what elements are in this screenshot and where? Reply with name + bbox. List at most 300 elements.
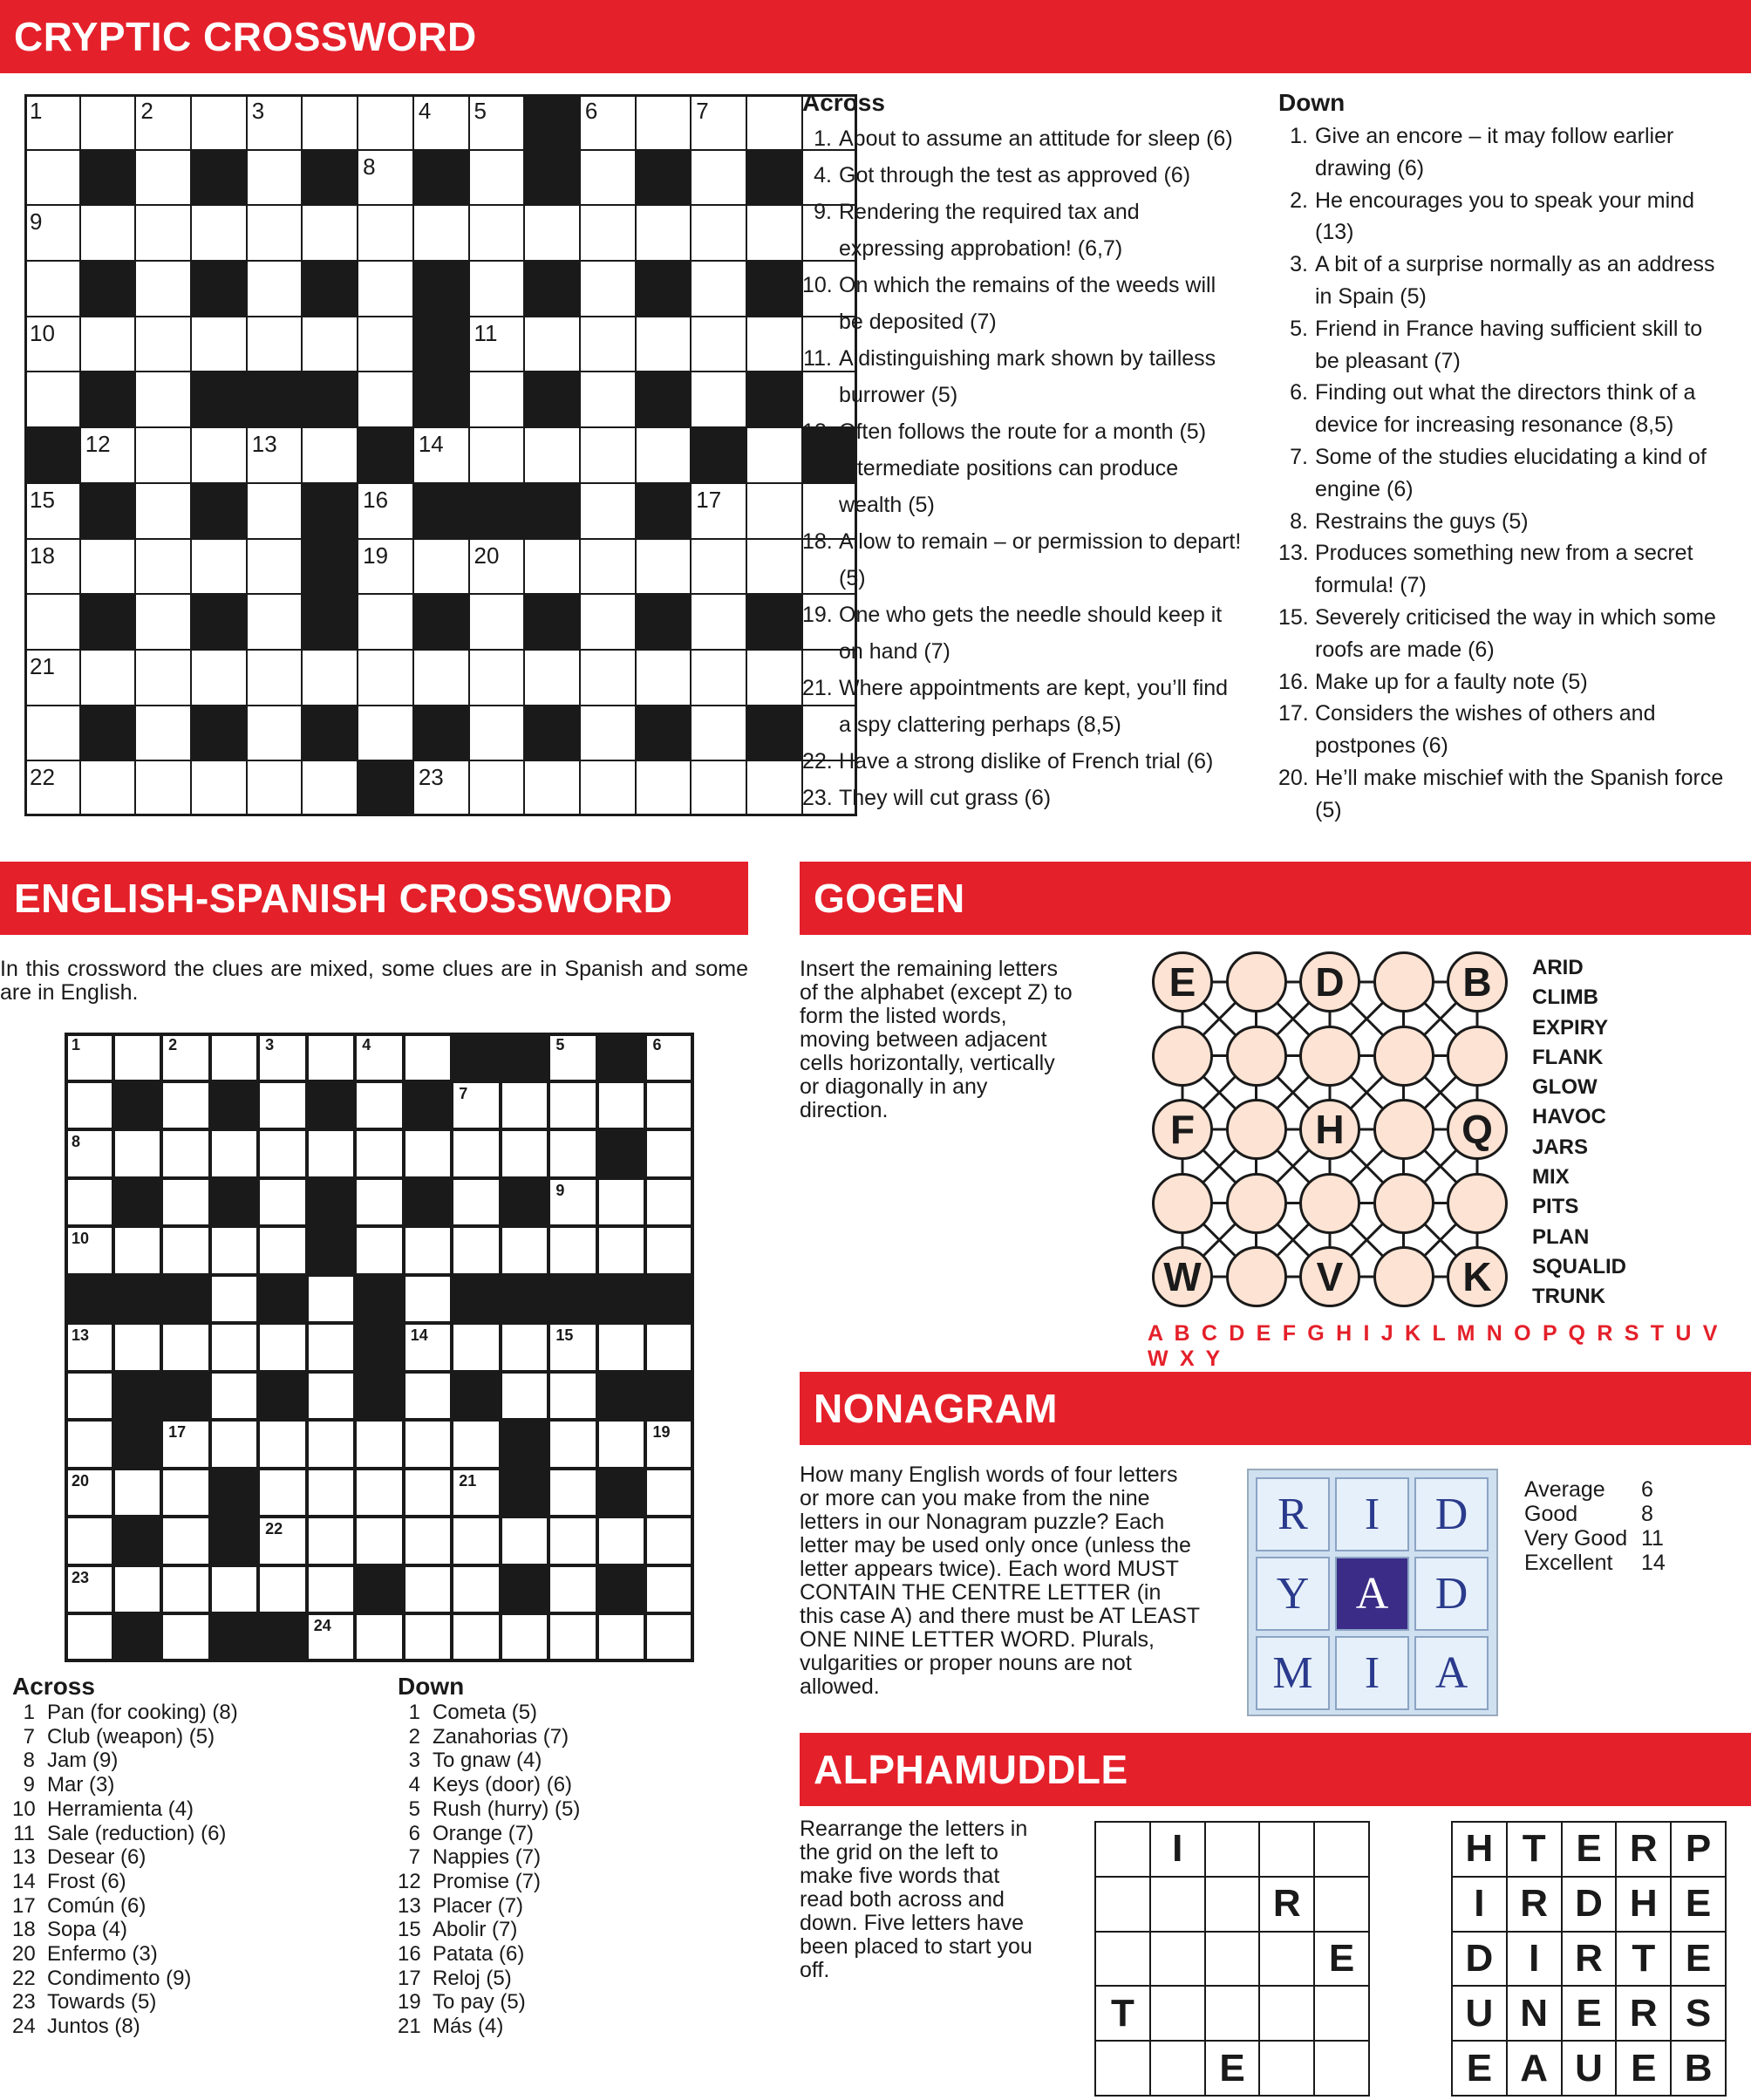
white-square[interactable] [307, 1565, 356, 1614]
alphamuddle-answer-cell[interactable] [1149, 1985, 1206, 2042]
alphamuddle-answer-cell[interactable] [1258, 1985, 1315, 2042]
white-square[interactable] [548, 1372, 597, 1421]
white-square[interactable] [161, 1226, 210, 1275]
white-square[interactable] [355, 1469, 404, 1517]
white-square[interactable] [746, 539, 802, 595]
white-square[interactable] [452, 1613, 501, 1662]
white-square[interactable] [355, 1178, 404, 1227]
white-square[interactable] [645, 1226, 694, 1275]
alphamuddle-answer-cell[interactable] [1258, 1931, 1315, 1988]
white-square[interactable] [645, 1129, 694, 1178]
white-square[interactable] [307, 1469, 356, 1517]
white-square[interactable] [636, 539, 692, 595]
white-square[interactable] [161, 1081, 210, 1130]
white-square[interactable] [135, 150, 191, 206]
white-square[interactable] [469, 760, 525, 816]
alphamuddle-answer-cell[interactable] [1204, 1931, 1261, 1988]
white-square[interactable] [413, 205, 469, 261]
white-square[interactable] [548, 1613, 597, 1662]
white-square[interactable] [355, 1613, 404, 1662]
white-square[interactable] [691, 150, 746, 206]
white-square[interactable] [636, 650, 692, 706]
gogen-cell[interactable] [1226, 951, 1287, 1012]
white-square[interactable] [24, 261, 80, 317]
white-square[interactable] [548, 1469, 597, 1517]
white-square[interactable] [404, 1033, 453, 1081]
white-square[interactable] [307, 1323, 356, 1372]
white-square[interactable] [258, 1517, 307, 1565]
alphamuddle-answer-cell[interactable]: R [1258, 1876, 1315, 1933]
white-square[interactable] [358, 483, 413, 539]
white-square[interactable] [24, 706, 80, 761]
white-square[interactable] [65, 1517, 113, 1565]
gogen-cell[interactable] [1226, 1246, 1287, 1307]
white-square[interactable] [24, 539, 80, 595]
white-square[interactable] [413, 427, 469, 483]
white-square[interactable] [452, 1178, 501, 1227]
white-square[interactable] [247, 261, 303, 317]
white-square[interactable] [746, 205, 802, 261]
white-square[interactable] [247, 94, 303, 150]
white-square[interactable] [247, 706, 303, 761]
white-square[interactable] [597, 1226, 646, 1275]
white-square[interactable] [645, 1517, 694, 1565]
white-square[interactable] [691, 483, 746, 539]
white-square[interactable] [580, 94, 636, 150]
white-square[interactable] [580, 427, 636, 483]
white-square[interactable] [80, 650, 136, 706]
white-square[interactable] [302, 760, 358, 816]
alphamuddle-answer-cell[interactable] [1258, 1821, 1315, 1878]
alphamuddle-answer-cell[interactable] [1094, 1821, 1151, 1878]
white-square[interactable] [524, 539, 580, 595]
white-square[interactable] [469, 205, 525, 261]
white-square[interactable] [413, 760, 469, 816]
white-square[interactable] [65, 1323, 113, 1372]
white-square[interactable] [597, 1420, 646, 1469]
white-square[interactable] [80, 539, 136, 595]
gogen-cell[interactable] [1447, 1026, 1508, 1087]
white-square[interactable] [210, 1323, 259, 1372]
white-square[interactable] [302, 205, 358, 261]
white-square[interactable] [307, 1420, 356, 1469]
white-square[interactable] [113, 1226, 162, 1275]
white-square[interactable] [746, 94, 802, 150]
white-square[interactable] [65, 1081, 113, 1130]
white-square[interactable] [469, 372, 525, 427]
white-square[interactable] [135, 706, 191, 761]
gogen-cell[interactable] [1152, 1173, 1213, 1234]
white-square[interactable] [469, 150, 525, 206]
white-square[interactable] [452, 1129, 501, 1178]
white-square[interactable] [355, 1081, 404, 1130]
white-square[interactable] [358, 205, 413, 261]
white-square[interactable] [404, 1613, 453, 1662]
white-square[interactable] [24, 372, 80, 427]
white-square[interactable] [645, 1420, 694, 1469]
white-square[interactable] [80, 205, 136, 261]
white-square[interactable] [452, 1420, 501, 1469]
white-square[interactable] [404, 1565, 453, 1614]
white-square[interactable] [135, 205, 191, 261]
white-square[interactable] [580, 372, 636, 427]
white-square[interactable] [580, 483, 636, 539]
white-square[interactable] [258, 1323, 307, 1372]
white-square[interactable] [113, 1129, 162, 1178]
white-square[interactable] [691, 261, 746, 317]
gogen-cell[interactable]: K [1447, 1246, 1508, 1307]
gogen-cell[interactable]: Q [1447, 1099, 1508, 1160]
white-square[interactable] [548, 1517, 597, 1565]
gogen-cell[interactable]: E [1152, 951, 1213, 1012]
white-square[interactable] [24, 760, 80, 816]
white-square[interactable] [404, 1226, 453, 1275]
white-square[interactable] [65, 1613, 113, 1662]
gogen-cell[interactable] [1299, 1173, 1360, 1234]
white-square[interactable] [469, 594, 525, 650]
white-square[interactable] [597, 1613, 646, 1662]
white-square[interactable] [645, 1178, 694, 1227]
white-square[interactable] [65, 1420, 113, 1469]
white-square[interactable] [469, 706, 525, 761]
gogen-cell[interactable] [1447, 1173, 1508, 1234]
white-square[interactable] [307, 1275, 356, 1324]
alphamuddle-answer-cell[interactable] [1094, 2040, 1151, 2097]
white-square[interactable] [135, 317, 191, 372]
white-square[interactable] [355, 1517, 404, 1565]
white-square[interactable] [404, 1129, 453, 1178]
alphamuddle-answer-cell[interactable] [1149, 1876, 1206, 1933]
white-square[interactable] [65, 1372, 113, 1421]
white-square[interactable] [247, 650, 303, 706]
alphamuddle-answer-cell[interactable]: I [1149, 1821, 1206, 1878]
white-square[interactable] [24, 317, 80, 372]
alphamuddle-answer-cell[interactable]: E [1313, 1931, 1370, 1988]
white-square[interactable] [210, 1129, 259, 1178]
alphamuddle-answer-cell[interactable]: T [1094, 1985, 1151, 2042]
white-square[interactable] [191, 94, 247, 150]
white-square[interactable] [302, 94, 358, 150]
white-square[interactable] [645, 1469, 694, 1517]
gogen-cell[interactable] [1373, 1246, 1434, 1307]
white-square[interactable] [135, 594, 191, 650]
white-square[interactable] [113, 1033, 162, 1081]
white-square[interactable] [645, 1565, 694, 1614]
white-square[interactable] [135, 94, 191, 150]
gogen-cell[interactable]: V [1299, 1246, 1360, 1307]
white-square[interactable] [247, 594, 303, 650]
white-square[interactable] [302, 427, 358, 483]
gogen-cell[interactable] [1226, 1099, 1287, 1160]
white-square[interactable] [580, 317, 636, 372]
white-square[interactable] [258, 1178, 307, 1227]
white-square[interactable] [258, 1469, 307, 1517]
white-square[interactable] [413, 94, 469, 150]
white-square[interactable] [636, 427, 692, 483]
gogen-cell[interactable]: F [1152, 1099, 1213, 1160]
alphamuddle-answer-cell[interactable] [1094, 1876, 1151, 1933]
white-square[interactable] [247, 427, 303, 483]
white-square[interactable] [580, 205, 636, 261]
white-square[interactable] [469, 317, 525, 372]
white-square[interactable] [113, 1323, 162, 1372]
white-square[interactable] [548, 1033, 597, 1081]
white-square[interactable] [580, 760, 636, 816]
white-square[interactable] [210, 1372, 259, 1421]
white-square[interactable] [452, 1081, 501, 1130]
white-square[interactable] [358, 539, 413, 595]
white-square[interactable] [161, 1178, 210, 1227]
white-square[interactable] [24, 483, 80, 539]
alphamuddle-answer-cell[interactable] [1313, 2040, 1370, 2097]
white-square[interactable] [258, 1129, 307, 1178]
white-square[interactable] [580, 150, 636, 206]
white-square[interactable] [191, 427, 247, 483]
alphamuddle-answer-cell[interactable]: E [1204, 2040, 1261, 2097]
white-square[interactable] [161, 1129, 210, 1178]
white-square[interactable] [524, 205, 580, 261]
alphamuddle-answer-cell[interactable] [1204, 1985, 1261, 2042]
white-square[interactable] [307, 1613, 356, 1662]
white-square[interactable] [469, 650, 525, 706]
white-square[interactable] [24, 594, 80, 650]
white-square[interactable] [469, 539, 525, 595]
white-square[interactable] [597, 1323, 646, 1372]
white-square[interactable] [548, 1129, 597, 1178]
white-square[interactable] [580, 706, 636, 761]
white-square[interactable] [302, 650, 358, 706]
white-square[interactable] [210, 1033, 259, 1081]
white-square[interactable] [645, 1033, 694, 1081]
alphamuddle-answer-cell[interactable] [1094, 1931, 1151, 1988]
white-square[interactable] [691, 760, 746, 816]
white-square[interactable] [597, 1081, 646, 1130]
alphamuddle-answer-cell[interactable] [1204, 1821, 1261, 1878]
gogen-cell[interactable]: D [1299, 951, 1360, 1012]
white-square[interactable] [358, 372, 413, 427]
white-square[interactable] [691, 594, 746, 650]
white-square[interactable] [413, 650, 469, 706]
white-square[interactable] [24, 650, 80, 706]
white-square[interactable] [161, 1323, 210, 1372]
white-square[interactable] [135, 483, 191, 539]
white-square[interactable] [210, 1275, 259, 1324]
alphamuddle-answer-cell[interactable] [1149, 2040, 1206, 2097]
white-square[interactable] [161, 1033, 210, 1081]
white-square[interactable] [404, 1469, 453, 1517]
alphamuddle-answer-cell[interactable] [1258, 2040, 1315, 2097]
white-square[interactable] [210, 1420, 259, 1469]
white-square[interactable] [580, 539, 636, 595]
white-square[interactable] [746, 760, 802, 816]
white-square[interactable] [358, 706, 413, 761]
white-square[interactable] [452, 1517, 501, 1565]
white-square[interactable] [548, 1081, 597, 1130]
white-square[interactable] [691, 539, 746, 595]
white-square[interactable] [691, 650, 746, 706]
gogen-cell[interactable] [1226, 1026, 1287, 1087]
white-square[interactable] [358, 650, 413, 706]
white-square[interactable] [404, 1517, 453, 1565]
white-square[interactable] [358, 317, 413, 372]
white-square[interactable] [501, 1226, 549, 1275]
white-square[interactable] [355, 1226, 404, 1275]
white-square[interactable] [113, 1565, 162, 1614]
white-square[interactable] [307, 1372, 356, 1421]
white-square[interactable] [691, 372, 746, 427]
white-square[interactable] [210, 1565, 259, 1614]
white-square[interactable] [501, 1613, 549, 1662]
white-square[interactable] [24, 205, 80, 261]
white-square[interactable] [524, 427, 580, 483]
white-square[interactable] [247, 205, 303, 261]
white-square[interactable] [135, 539, 191, 595]
white-square[interactable] [258, 1420, 307, 1469]
white-square[interactable] [358, 594, 413, 650]
white-square[interactable] [452, 1323, 501, 1372]
white-square[interactable] [580, 650, 636, 706]
white-square[interactable] [355, 1033, 404, 1081]
gogen-cell[interactable] [1299, 1026, 1360, 1087]
alphamuddle-answer-cell[interactable] [1149, 1931, 1206, 1988]
white-square[interactable] [65, 1226, 113, 1275]
white-square[interactable] [80, 760, 136, 816]
white-square[interactable] [413, 539, 469, 595]
alphamuddle-answer-cell[interactable] [1313, 1985, 1370, 2042]
white-square[interactable] [404, 1275, 453, 1324]
gogen-cell[interactable]: H [1299, 1099, 1360, 1160]
white-square[interactable] [307, 1129, 356, 1178]
white-square[interactable] [258, 1081, 307, 1130]
white-square[interactable] [501, 1517, 549, 1565]
white-square[interactable] [580, 594, 636, 650]
white-square[interactable] [636, 94, 692, 150]
white-square[interactable] [307, 1033, 356, 1081]
white-square[interactable] [247, 760, 303, 816]
white-square[interactable] [636, 205, 692, 261]
white-square[interactable] [645, 1323, 694, 1372]
white-square[interactable] [597, 1517, 646, 1565]
white-square[interactable] [501, 1081, 549, 1130]
white-square[interactable] [65, 1178, 113, 1227]
white-square[interactable] [135, 760, 191, 816]
white-square[interactable] [469, 94, 525, 150]
white-square[interactable] [135, 261, 191, 317]
white-square[interactable] [746, 650, 802, 706]
white-square[interactable] [161, 1420, 210, 1469]
white-square[interactable] [161, 1517, 210, 1565]
white-square[interactable] [524, 317, 580, 372]
white-square[interactable] [645, 1081, 694, 1130]
white-square[interactable] [404, 1372, 453, 1421]
white-square[interactable] [746, 483, 802, 539]
white-square[interactable] [24, 150, 80, 206]
white-square[interactable] [548, 1565, 597, 1614]
white-square[interactable] [452, 1469, 501, 1517]
white-square[interactable] [258, 1565, 307, 1614]
white-square[interactable] [247, 539, 303, 595]
gogen-cell[interactable] [1226, 1173, 1287, 1234]
gogen-cell[interactable] [1373, 951, 1434, 1012]
white-square[interactable] [135, 372, 191, 427]
alphamuddle-answer-cell[interactable] [1204, 1876, 1261, 1933]
white-square[interactable] [135, 650, 191, 706]
white-square[interactable] [65, 1565, 113, 1614]
white-square[interactable] [65, 1033, 113, 1081]
white-square[interactable] [501, 1129, 549, 1178]
white-square[interactable] [191, 539, 247, 595]
white-square[interactable] [746, 427, 802, 483]
white-square[interactable] [548, 1178, 597, 1227]
white-square[interactable] [548, 1323, 597, 1372]
white-square[interactable] [191, 760, 247, 816]
white-square[interactable] [161, 1613, 210, 1662]
gogen-cell[interactable]: B [1447, 951, 1508, 1012]
white-square[interactable] [691, 317, 746, 372]
white-square[interactable] [80, 317, 136, 372]
white-square[interactable] [24, 94, 80, 150]
white-square[interactable] [452, 1226, 501, 1275]
white-square[interactable] [80, 94, 136, 150]
white-square[interactable] [358, 94, 413, 150]
white-square[interactable] [191, 317, 247, 372]
white-square[interactable] [210, 1226, 259, 1275]
white-square[interactable] [161, 1469, 210, 1517]
white-square[interactable] [691, 706, 746, 761]
white-square[interactable] [501, 1323, 549, 1372]
white-square[interactable] [161, 1565, 210, 1614]
white-square[interactable] [307, 1517, 356, 1565]
white-square[interactable] [358, 150, 413, 206]
gogen-cell[interactable] [1373, 1173, 1434, 1234]
white-square[interactable] [80, 427, 136, 483]
white-square[interactable] [355, 1129, 404, 1178]
white-square[interactable] [501, 1372, 549, 1421]
white-square[interactable] [404, 1420, 453, 1469]
white-square[interactable] [524, 650, 580, 706]
white-square[interactable] [636, 317, 692, 372]
white-square[interactable] [191, 205, 247, 261]
white-square[interactable] [452, 1565, 501, 1614]
white-square[interactable] [355, 1420, 404, 1469]
alphamuddle-answer-cell[interactable] [1313, 1876, 1370, 1933]
white-square[interactable] [548, 1420, 597, 1469]
gogen-cell[interactable] [1373, 1026, 1434, 1087]
white-square[interactable] [691, 205, 746, 261]
white-square[interactable] [636, 760, 692, 816]
white-square[interactable] [135, 427, 191, 483]
gogen-cell[interactable] [1373, 1099, 1434, 1160]
white-square[interactable] [247, 150, 303, 206]
white-square[interactable] [65, 1469, 113, 1517]
white-square[interactable] [548, 1226, 597, 1275]
white-square[interactable] [247, 317, 303, 372]
white-square[interactable] [524, 760, 580, 816]
alphamuddle-answer-cell[interactable] [1313, 1821, 1370, 1878]
white-square[interactable] [469, 261, 525, 317]
white-square[interactable] [358, 261, 413, 317]
white-square[interactable] [580, 261, 636, 317]
white-square[interactable] [258, 1226, 307, 1275]
white-square[interactable] [746, 317, 802, 372]
white-square[interactable] [113, 1469, 162, 1517]
white-square[interactable] [247, 483, 303, 539]
white-square[interactable] [691, 94, 746, 150]
white-square[interactable] [469, 427, 525, 483]
white-square[interactable] [645, 1613, 694, 1662]
white-square[interactable] [65, 1129, 113, 1178]
gogen-cell[interactable]: W [1152, 1246, 1213, 1307]
